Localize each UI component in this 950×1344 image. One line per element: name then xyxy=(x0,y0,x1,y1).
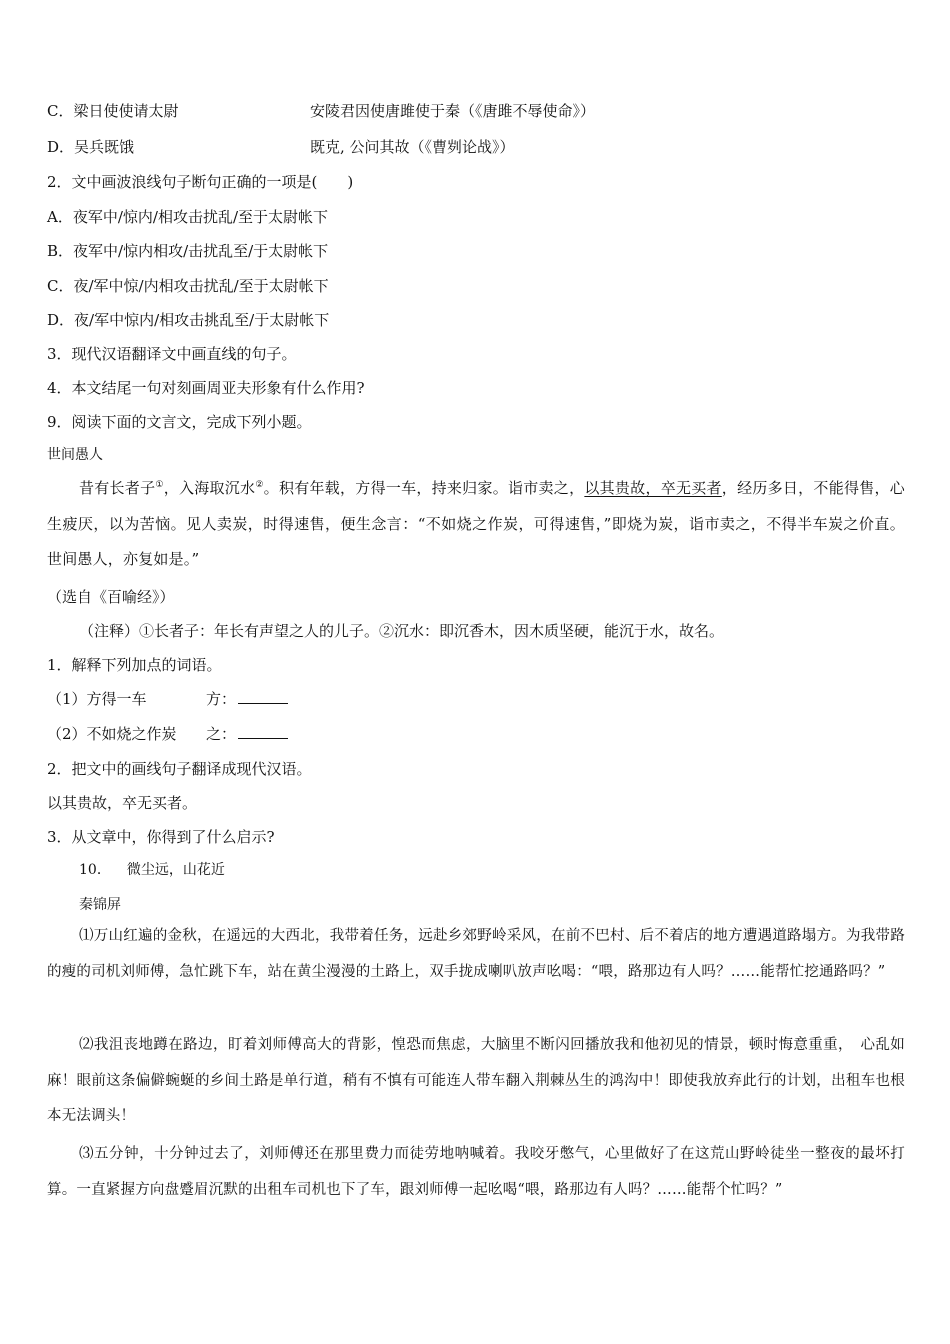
article-paragraph-2: ⑵我沮丧地蹲在路边，盯着刘师傅高大的背影，惶恐而焦虑，大脑里不断闪回播放我和他初见的情景，顿时悔意重重， 心乱如麻！眼前这条偏僻蜿蜒的乡间土路是单行道，稍有不慎有可能连人带车翻入荆棘丛生的鸿沟中！即使我放弃此行的计划，出租车也根本无法调头！ xyxy=(47,1037,905,1124)
question-2-stem: 2．文中画波浪线句子断句正确的一项是( ) xyxy=(47,173,354,191)
footnote-mark-1: ① xyxy=(155,480,164,490)
item-label: （2）不如烧之作炭 xyxy=(47,725,177,743)
option-c-left: C．梁日使使请太尉 xyxy=(47,102,179,120)
option-c-row xyxy=(47,101,596,121)
option-d-right: 既克, 公问其故（《曹刿论战》） xyxy=(310,138,515,156)
question-3: 3．现代汉语翻译文中画直线的句子。 xyxy=(47,345,297,363)
footnote-mark-2: ② xyxy=(255,480,264,490)
question-2-option-c: C．夜/军中惊/内相攻击扰乱/至于太尉帐下 xyxy=(47,277,329,295)
question-2-option-b: B．夜军中/惊内相攻/击扰乱至/于太尉帐下 xyxy=(47,242,329,260)
passage-title: 世间愚人 xyxy=(47,447,103,463)
sub-question-2: 2．把文中的画线句子翻译成现代汉语。 xyxy=(47,760,312,778)
answer-blank[interactable] xyxy=(238,689,288,704)
article-paragraph-3: ⑶五分钟，十分钟过去了，刘师傅还在那里费力而徒劳地呐喊着。我咬牙憋气，心里做好了在这荒山野岭徒坐一整夜的最坏打算。一直紧握方向盘蹙眉沉默的出租车司机也下了车，跟刘师傅一起吆喝“喂，路那边有人吗？……能帮个忙吗？” xyxy=(47,1146,905,1198)
option-d-row xyxy=(47,137,515,157)
passage-note: （注释）①长者子：年长有声望之人的儿子。②沉水：即沉香木，因木质坚硬，能沉于水，故名。 xyxy=(79,622,725,640)
sub-question-1: 1．解释下列加点的词语。 xyxy=(47,656,222,674)
question-10-heading xyxy=(79,860,225,880)
sub-question-2-text: 以其贵故，卒无买者。 xyxy=(47,794,198,812)
answer-prefix: 之： xyxy=(206,725,237,743)
sub-question-1-2 xyxy=(47,724,237,744)
passage-source: （选自《百喻经》） xyxy=(47,588,175,606)
passage-text: 昔有长者子 xyxy=(79,479,156,497)
question-9-stem: 9．阅读下面的文言文，完成下列小题。 xyxy=(47,413,312,431)
question-4: 4．本文结尾一句对刻画周亚夫形象有什么作用? xyxy=(47,379,365,397)
article-paragraph-1: ⑴万山红遍的金秋，在遥远的大西北，我带着任务，远赴乡郊野岭采风，在前不巴村、后不着店的地方遭遇道路塌方。为我带路的瘦的司机刘师傅，急忙跳下车，站在黄尘漫漫的土路上，双手拢成喇叭放声吆喝：“喂，路那边有人吗？……能帮忙挖通路吗？” xyxy=(47,928,905,980)
article-title: 微尘远，山花近 xyxy=(126,862,225,878)
answer-slot xyxy=(206,689,288,709)
answer-prefix: 方： xyxy=(206,690,237,708)
passage-text: 。积有年载，方得一车，持来归家。诣市卖之， xyxy=(263,479,585,497)
question-2-option-d: D．夜/军中惊内/相攻击挑乱至/于太尉帐下 xyxy=(47,311,330,329)
sub-question-3: 3．从文章中，你得到了什么启示? xyxy=(47,828,275,846)
question-number: 10． xyxy=(79,862,111,878)
article-author: 秦锦屏 xyxy=(79,897,121,913)
passage-text: ，经历多日，不能得售，心生疲厌，以为苦恼。见人卖炭，时得速售，便生念言：“不如烧之作炭，可得速售，”即烧为炭，诣市卖之，不得半车炭之价直。世间愚人，亦复如是。” xyxy=(47,479,905,568)
option-c-right: 安陵君因使唐雎使于秦（《唐雎不辱使命》） xyxy=(310,102,596,120)
underlined-sentence: 以其贵故，卒无买者 xyxy=(584,479,722,497)
answer-slot xyxy=(206,724,288,744)
item-label: （1）方得一车 xyxy=(47,690,147,708)
passage-text: ，入海取沉水 xyxy=(163,479,256,497)
passage-body xyxy=(47,471,905,578)
option-d-left: D．吴兵既饿 xyxy=(47,138,135,156)
sub-question-1-1 xyxy=(47,689,237,709)
answer-blank[interactable] xyxy=(238,724,288,739)
question-2-option-a: A．夜军中/惊内/相攻击扰乱/至于太尉帐下 xyxy=(47,208,328,226)
